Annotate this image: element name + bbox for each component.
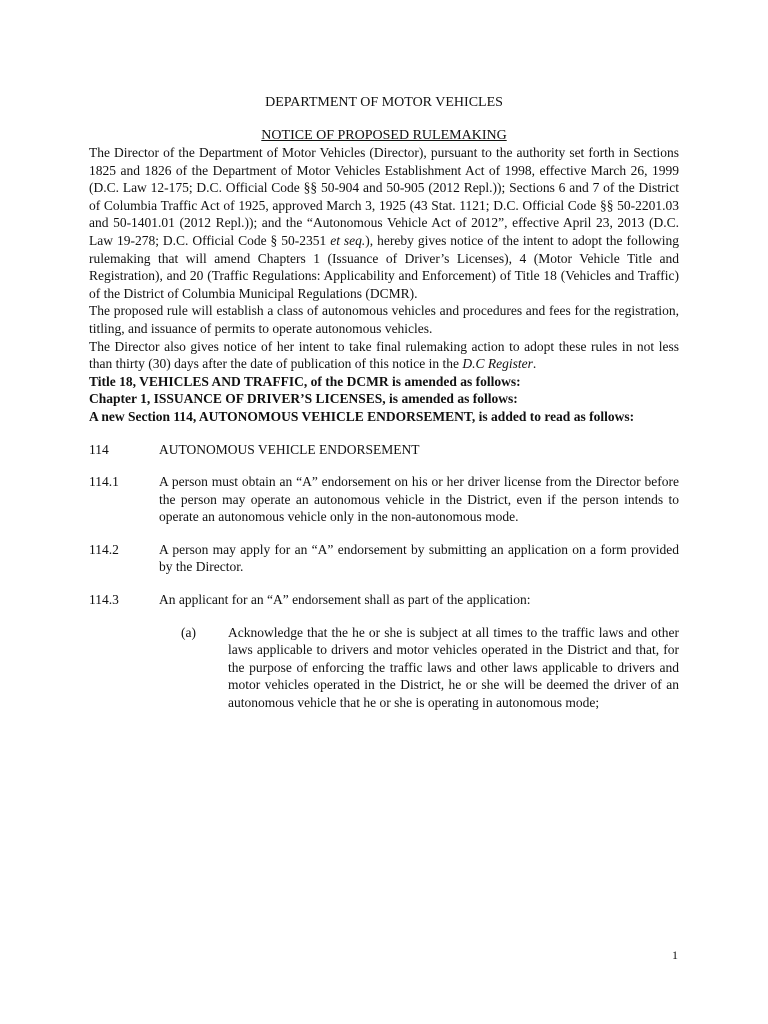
section-item (89, 541, 679, 576)
intro-p3-text-b: . (532, 356, 537, 372)
intro-paragraph-2: The proposed rule will establish a class of autonomous vehicles and procedures and fees for the registration, titling, and issuance of permits to operate autonomous vehicles. (89, 303, 679, 336)
sub-item-number: (a) (181, 624, 196, 640)
section-item (89, 591, 679, 609)
intro-p3-text-a: The Director also gives notice of her intent to take final rulemaking action to adopt these rules in not less than thirty (30) days after the date of publication of this notice in the (89, 338, 679, 372)
intro-p3-italic: D.C Register (462, 356, 533, 372)
section-number: 114 (89, 441, 109, 457)
page-number: 1 (672, 948, 678, 962)
sub-item-text: Acknowledge that the he or she is subject at all times to the traffic laws and other laws applicable to drivers and motor vehicles operated in the District and that, for the purpose of enforcing the traffic laws and other laws applicable to drivers and motor vehicles operated in the District, he or she will be deemed the driver of an autonomous vehicle that he or she is operating in autonomous mode; (228, 624, 679, 711)
section-item-number: 114.2 (89, 541, 119, 557)
section-item-text: A person may apply for an “A” endorsement by submitting an application on a form provided by the Director. (159, 541, 679, 575)
section-title: AUTONOMOUS VEHICLE ENDORSEMENT (159, 441, 420, 457)
notice-title: NOTICE OF PROPOSED RULEMAKING (261, 128, 507, 143)
new-section-line: A new Section 114, AUTONOMOUS VEHICLE ENDORSEMENT, is added to read as follows: (89, 408, 635, 424)
section-item-number: 114.3 (89, 592, 119, 608)
sub-item (89, 624, 679, 712)
chapter-amendment-line: Chapter 1, ISSUANCE OF DRIVER’S LICENSES, is amended as follows: (89, 391, 518, 407)
section-heading (89, 441, 679, 459)
intro-paragraph-1 (89, 144, 679, 302)
intro-p1-text-b: ), hereby gives notice of the intent to adopt the following rulemaking that will amend Chapters 1 (Issuance of Driver’s Licenses), 4 (Motor Vehicle Title and Registration), and 20 (Traffic Regulations: Applicability and Enforcement) of Title 18 (Vehicles and Traffic) of the District of Columbia Municipal Regulations (DCMR). (89, 232, 679, 301)
section-item (89, 473, 679, 526)
intro-p1-text-a: The Director of the Department of Motor Vehicles (Director), pursuant to the authority set forth in Sections 1825 and 1826 of the Department of Motor Vehicles Establishment Act of 1998, effective March 26, 1999 (D.C. Law 12-175; D.C. Official Code §§ 50-904 and 50-905 (2012 Repl.)); Sections 6 and 7 of the District of Columbia Traffic Act of 1925, approved March 3, 1925 (43 Stat. 1121; D.C. Official Code §§ 50-2201.03 and 50-1401.01 (2012 Repl.)); and the “Autonomous Vehicle Act of 2012”, effective April 23, 2013 (D.C. Law 19-278; D.C. Official Code § 50-2351 (89, 145, 679, 248)
intro-p1-italic: et seq. (330, 232, 366, 248)
agency-heading: DEPARTMENT OF MOTOR VEHICLES (265, 95, 503, 110)
intro-paragraph-3 (89, 338, 679, 373)
section-item-text: A person must obtain an “A” endorsement on his or her driver license from the Director before the person may operate an autonomous vehicle in the District, even if the person intends to operate an autonomous vehicle only in the non-autonomous mode. (159, 474, 679, 525)
section-item-text: An applicant for an “A” endorsement shall as part of the application: (159, 592, 531, 608)
title-amendment-line: Title 18, VEHICLES AND TRAFFIC, of the DCMR is amended as follows: (89, 373, 521, 389)
section-item-number: 114.1 (89, 474, 119, 490)
